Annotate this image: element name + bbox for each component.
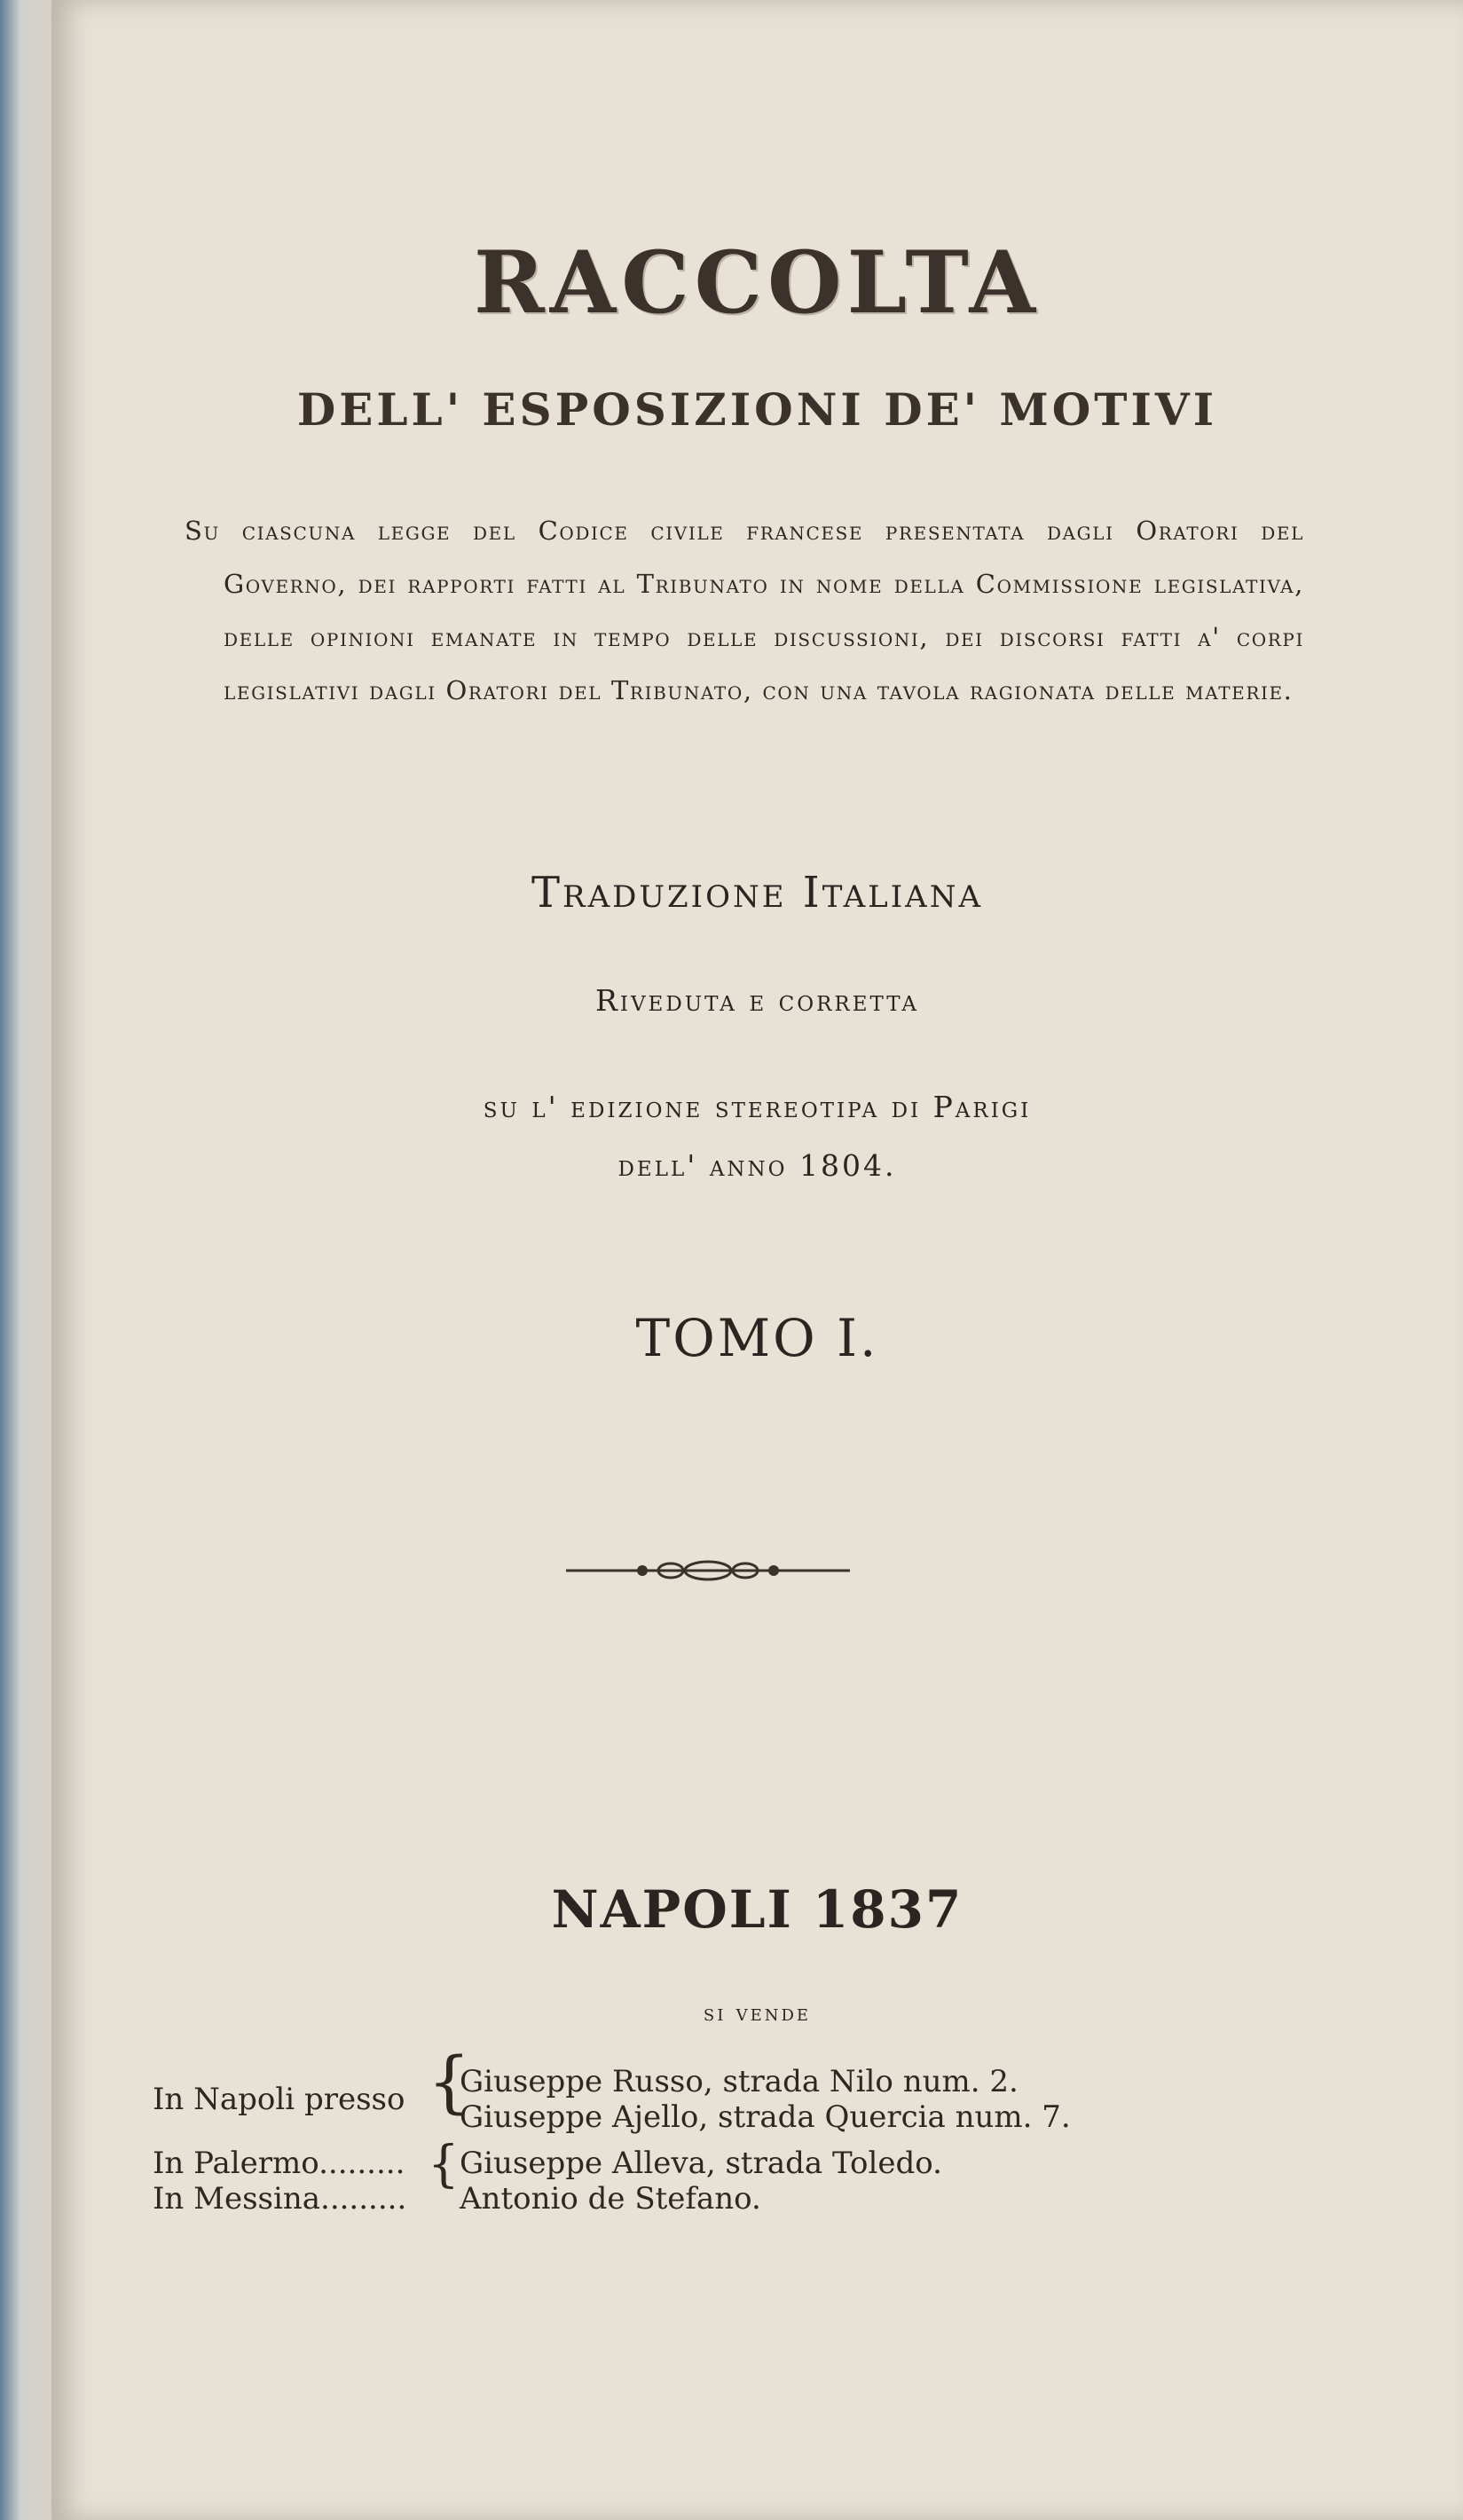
palermo-label: In Palermo......... <box>153 2146 405 2181</box>
seller-napoli-2: Giuseppe Ajello, strada Quercia num. 7. <box>460 2099 1071 2135</box>
translation-line: Traduzione Italiana <box>531 868 984 917</box>
for-sale-label: si vende <box>703 2000 812 2027</box>
napoli-label: In Napoli presso <box>153 2082 405 2117</box>
brace-icon: { <box>428 2136 460 2193</box>
book-spine-edge <box>0 0 51 2520</box>
edition-line-1: su l' edizione stereotipa di Parigi <box>483 1090 1032 1124</box>
edition-line-2: dell' anno 1804. <box>617 1148 897 1183</box>
place-and-year: NAPOLI 1837 <box>551 1879 964 1940</box>
seller-messina: Antonio de Stefano. <box>460 2181 761 2217</box>
brace-icon: { <box>428 2042 471 2121</box>
revised-line: Riveduta e corretta <box>595 983 919 1018</box>
messina-label: In Messina......... <box>153 2181 407 2217</box>
title-page <box>51 0 1463 2520</box>
volume-label: TOMO I. <box>635 1308 879 1368</box>
book-subtitle: DELL' ESPOSIZIONI DE' MOTIVI <box>296 383 1218 436</box>
seller-napoli-1: Giuseppe Russo, strada Nilo num. 2. <box>460 2064 1019 2099</box>
description-paragraph: Su ciascuna legge del Codice civile francese presentata dagli Oratori del Governo, dei rapporti fatti al Tribunato in nome della Commissione legislativa, delle opinioni emanate in tempo delle discussioni, dei discorsi fatti a' corpi legislativi dagli Oratori del Tribunato, con una tavola ragionata delle materie. <box>185 516 1304 705</box>
seller-palermo: Giuseppe Alleva, strada Toledo. <box>460 2146 942 2181</box>
ornament-divider-icon <box>566 1557 850 1584</box>
book-title: RACCOLTA <box>473 232 1042 333</box>
